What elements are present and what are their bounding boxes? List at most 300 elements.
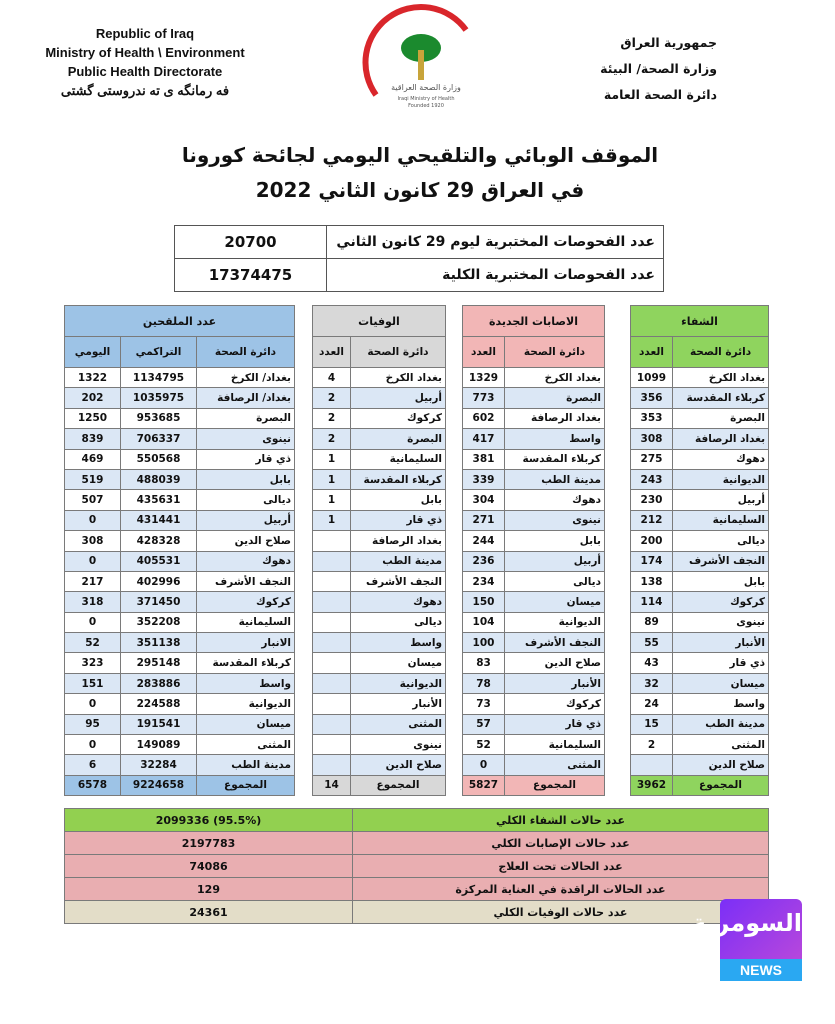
col-count: العدد xyxy=(313,337,351,368)
cell-daily: 507 xyxy=(65,490,121,510)
cell-dept: النجف الأشرف xyxy=(351,571,446,591)
cell-dept: الانبار xyxy=(197,633,295,653)
table-row xyxy=(313,449,446,469)
total-value: 3962 xyxy=(631,775,673,795)
tests-table xyxy=(174,225,664,292)
cell-dept: كربلاء المقدسة xyxy=(673,388,769,408)
cell-dept: مدينة الطب xyxy=(673,714,769,734)
cell-dept: صلاح الدين xyxy=(673,755,769,775)
cell-dept: الديوانية xyxy=(197,694,295,714)
cell-cumulative: 283886 xyxy=(121,673,197,693)
cell-cumulative: 428328 xyxy=(121,531,197,551)
deaths-title: الوفيات xyxy=(313,306,446,337)
table-row xyxy=(463,571,605,591)
summary-value: 2197783 xyxy=(65,832,353,855)
cell-dept: بغداد/ الرصافة xyxy=(197,388,295,408)
header-ar-line: دائرة الصحة العامة xyxy=(603,87,717,102)
table-row xyxy=(463,694,605,714)
table-row xyxy=(65,449,295,469)
cell-dept: الديوانية xyxy=(505,612,605,632)
cell-cumulative: 706337 xyxy=(121,429,197,449)
summary-row xyxy=(65,809,769,832)
cell-cumulative: 550568 xyxy=(121,449,197,469)
vaccinated-title: عدد الملقحين xyxy=(65,306,295,337)
table-row xyxy=(631,429,769,449)
table-row xyxy=(631,388,769,408)
table-row xyxy=(65,673,295,693)
table-row xyxy=(631,510,769,530)
table-row xyxy=(631,653,769,673)
table-row xyxy=(65,408,295,428)
table-row xyxy=(631,490,769,510)
cell-cumulative: 191541 xyxy=(121,714,197,734)
col-dept: دائرة الصحة xyxy=(351,337,446,368)
cell-dept: ذي قار xyxy=(197,449,295,469)
cell-count: 356 xyxy=(631,388,673,408)
recovery-title: الشفاء xyxy=(631,306,769,337)
table-row xyxy=(65,755,295,775)
cell-dept: المثنى xyxy=(673,735,769,755)
table-row xyxy=(65,633,295,653)
table-row xyxy=(65,612,295,632)
summary-label: عدد الحالات تحت العلاج xyxy=(353,855,769,878)
cell-dept: بابل xyxy=(197,469,295,489)
cell-count: 212 xyxy=(631,510,673,530)
cell-dept: كركوك xyxy=(197,592,295,612)
summary-table xyxy=(64,808,769,924)
cell-daily: 0 xyxy=(65,612,121,632)
cell-dept: الديوانية xyxy=(673,469,769,489)
cell-cumulative: 32284 xyxy=(121,755,197,775)
table-row xyxy=(463,490,605,510)
table-row xyxy=(463,368,605,388)
cell-dept: ديالى xyxy=(197,490,295,510)
cell-count: 234 xyxy=(463,571,505,591)
cell-dept: أربيل xyxy=(197,510,295,530)
daily-tests-label: عدد الفحوصات المختبرية ليوم 29 كانون الثاني xyxy=(327,226,664,259)
cell-daily: 95 xyxy=(65,714,121,734)
cell-dept: أربيل xyxy=(351,388,446,408)
summary-value: 2099336 (95.5%) xyxy=(65,809,353,832)
cell-cumulative: 352208 xyxy=(121,612,197,632)
cell-count: 15 xyxy=(631,714,673,734)
cell-dept: ميسان xyxy=(197,714,295,734)
table-row xyxy=(313,755,446,775)
cell-daily: 0 xyxy=(65,694,121,714)
header-ar-line: جمهورية العراق xyxy=(620,35,717,50)
cell-daily: 217 xyxy=(65,571,121,591)
cell-dept: بغداد الكرخ xyxy=(505,368,605,388)
cell-dept: بابل xyxy=(505,531,605,551)
cell-daily: 52 xyxy=(65,633,121,653)
cell-count: 174 xyxy=(631,551,673,571)
daily-tests-value: 20700 xyxy=(175,226,327,259)
cell-count: 73 xyxy=(463,694,505,714)
total-daily: 6578 xyxy=(65,775,121,795)
cell-daily: 1322 xyxy=(65,368,121,388)
vaccinated-table xyxy=(64,305,295,796)
table-row xyxy=(463,592,605,612)
table-row xyxy=(631,571,769,591)
cell-count: 244 xyxy=(463,531,505,551)
cell-count: 24 xyxy=(631,694,673,714)
cell-count: 773 xyxy=(463,388,505,408)
table-row xyxy=(313,612,446,632)
table-row xyxy=(313,714,446,734)
cell-count: 271 xyxy=(463,510,505,530)
table-row xyxy=(631,449,769,469)
summary-value: 74086 xyxy=(65,855,353,878)
cell-count xyxy=(313,714,351,734)
cell-count: 236 xyxy=(463,551,505,571)
table-row xyxy=(631,735,769,755)
total-label: المجموع xyxy=(505,775,605,795)
table-row xyxy=(65,368,295,388)
table-row xyxy=(65,571,295,591)
cell-dept: ديالى xyxy=(505,571,605,591)
cell-cumulative: 435631 xyxy=(121,490,197,510)
table-row xyxy=(65,429,295,449)
cell-dept: المثنى xyxy=(505,755,605,775)
cell-dept: صلاح الدين xyxy=(505,653,605,673)
table-row xyxy=(463,673,605,693)
table-row xyxy=(463,469,605,489)
cell-dept: ميسان xyxy=(673,673,769,693)
table-row xyxy=(463,714,605,734)
cell-count: 1 xyxy=(313,510,351,530)
cell-count: 1 xyxy=(313,449,351,469)
cell-dept: ذي قار xyxy=(673,653,769,673)
cell-dept: مدينة الطب xyxy=(505,469,605,489)
table-row xyxy=(313,490,446,510)
cell-count: 381 xyxy=(463,449,505,469)
table-row xyxy=(313,469,446,489)
table-row xyxy=(65,490,295,510)
cell-dept: بغداد الرصافة xyxy=(505,408,605,428)
cell-daily: 1250 xyxy=(65,408,121,428)
table-row xyxy=(65,510,295,530)
cell-dept: بغداد الرصافة xyxy=(673,429,769,449)
cell-dept: ميسان xyxy=(505,592,605,612)
table-row xyxy=(631,469,769,489)
page-subtitle: في العراق 29 كانون الثاني 2022 xyxy=(255,178,585,202)
cell-dept: واسط xyxy=(673,694,769,714)
table-row xyxy=(65,735,295,755)
cell-count xyxy=(313,571,351,591)
header-en-line: Ministry of Health \ Environment xyxy=(45,45,245,60)
total-row xyxy=(313,775,446,795)
cell-count: 89 xyxy=(631,612,673,632)
cell-count: 1 xyxy=(313,469,351,489)
cell-count: 339 xyxy=(463,469,505,489)
table-row xyxy=(313,510,446,530)
cell-daily: 839 xyxy=(65,429,121,449)
col-daily: اليومي xyxy=(65,337,121,368)
table-row xyxy=(631,408,769,428)
table-row xyxy=(463,408,605,428)
table-row xyxy=(65,388,295,408)
cell-dept: بابل xyxy=(351,490,446,510)
cell-daily: 519 xyxy=(65,469,121,489)
cell-dept: ذي قار xyxy=(351,510,446,530)
cell-count: 602 xyxy=(463,408,505,428)
cell-dept: نينوى xyxy=(505,510,605,530)
cell-dept: كربلاء المقدسة xyxy=(197,653,295,673)
total-value: 5827 xyxy=(463,775,505,795)
deaths-table xyxy=(312,305,446,796)
cell-dept: صلاح الدين xyxy=(351,755,446,775)
table-row xyxy=(631,531,769,551)
cell-count xyxy=(313,673,351,693)
table-row xyxy=(313,531,446,551)
cell-daily: 323 xyxy=(65,653,121,673)
cell-count xyxy=(313,592,351,612)
cell-count: 417 xyxy=(463,429,505,449)
cell-count: 83 xyxy=(463,653,505,673)
cell-cumulative: 295148 xyxy=(121,653,197,673)
table-row xyxy=(631,694,769,714)
cell-count: 78 xyxy=(463,673,505,693)
total-label: المجموع xyxy=(673,775,769,795)
cell-count: 200 xyxy=(631,531,673,551)
table-row xyxy=(313,571,446,591)
cell-daily: 202 xyxy=(65,388,121,408)
total-value: 14 xyxy=(313,775,351,795)
cell-count: 2 xyxy=(631,735,673,755)
cell-count: 230 xyxy=(631,490,673,510)
table-row xyxy=(463,633,605,653)
table-row xyxy=(313,592,446,612)
total-row xyxy=(463,775,605,795)
cell-count: 308 xyxy=(631,429,673,449)
header-arabic xyxy=(600,30,717,108)
table-row xyxy=(313,694,446,714)
header-english xyxy=(30,24,260,100)
cell-dept: واسط xyxy=(197,673,295,693)
new-cases-table xyxy=(462,305,605,796)
table-row xyxy=(65,653,295,673)
cell-cumulative: 488039 xyxy=(121,469,197,489)
cell-count: 100 xyxy=(463,633,505,653)
logo-founded: Founded 1920 xyxy=(408,103,444,109)
cell-dept: كربلاء المقدسة xyxy=(351,469,446,489)
badge-news: NEWS xyxy=(720,959,802,981)
cell-daily: 0 xyxy=(65,551,121,571)
table-row xyxy=(313,633,446,653)
cell-dept: أربيل xyxy=(673,490,769,510)
cell-dept: ميسان xyxy=(351,653,446,673)
total-cumulative: 9224658 xyxy=(121,775,197,795)
cell-count xyxy=(313,531,351,551)
tests-total-row xyxy=(175,259,664,292)
table-row xyxy=(631,714,769,734)
table-row xyxy=(313,653,446,673)
summary-label: عدد حالات الشفاء الكلي xyxy=(353,809,769,832)
cell-dept: النجف الأشرف xyxy=(197,571,295,591)
table-row xyxy=(463,551,605,571)
cell-dept: صلاح الدين xyxy=(197,531,295,551)
table-row xyxy=(65,469,295,489)
news-badge xyxy=(691,899,802,981)
cell-dept: كركوك xyxy=(673,592,769,612)
cell-dept: ذي قار xyxy=(505,714,605,734)
cell-count xyxy=(313,551,351,571)
cell-dept: البصرة xyxy=(505,388,605,408)
cell-dept: ديالى xyxy=(351,612,446,632)
table-row xyxy=(631,592,769,612)
table-row xyxy=(631,612,769,632)
cell-count xyxy=(313,612,351,632)
cell-count: 32 xyxy=(631,673,673,693)
table-row xyxy=(313,551,446,571)
badge-logo: السومرية xyxy=(691,909,802,937)
cell-cumulative: 371450 xyxy=(121,592,197,612)
cell-count xyxy=(313,755,351,775)
cell-count: 353 xyxy=(631,408,673,428)
cell-dept: دهوك xyxy=(351,592,446,612)
table-row xyxy=(313,368,446,388)
table-row xyxy=(65,551,295,571)
table-row xyxy=(65,531,295,551)
summary-row xyxy=(65,832,769,855)
cell-count xyxy=(313,694,351,714)
cell-cumulative: 405531 xyxy=(121,551,197,571)
cell-dept: دهوك xyxy=(197,551,295,571)
cell-daily: 308 xyxy=(65,531,121,551)
table-row xyxy=(631,755,769,775)
cell-dept: البصرة xyxy=(673,408,769,428)
cell-dept: البصرة xyxy=(351,429,446,449)
cell-cumulative: 431441 xyxy=(121,510,197,530)
table-row xyxy=(463,531,605,551)
summary-value: 129 xyxy=(65,878,353,901)
cell-dept: السليمانية xyxy=(197,612,295,632)
cell-count: 43 xyxy=(631,653,673,673)
table-row xyxy=(65,714,295,734)
col-count: العدد xyxy=(631,337,673,368)
table-row xyxy=(65,694,295,714)
cell-count: 275 xyxy=(631,449,673,469)
cell-dept: بغداد/ الكرخ xyxy=(197,368,295,388)
cell-count: 0 xyxy=(463,755,505,775)
cell-count: 150 xyxy=(463,592,505,612)
cell-dept: البصرة xyxy=(197,408,295,428)
table-row xyxy=(631,551,769,571)
cell-dept: أربيل xyxy=(505,551,605,571)
cell-dept: السليمانية xyxy=(673,510,769,530)
cell-daily: 469 xyxy=(65,449,121,469)
table-row xyxy=(463,429,605,449)
cell-dept: الأنبار xyxy=(673,633,769,653)
summary-row xyxy=(65,901,769,924)
table-row xyxy=(313,735,446,755)
cell-cumulative: 402996 xyxy=(121,571,197,591)
cell-count: 2 xyxy=(313,429,351,449)
cell-count: 1329 xyxy=(463,368,505,388)
table-row xyxy=(463,612,605,632)
cell-cumulative: 953685 xyxy=(121,408,197,428)
cell-count: 2 xyxy=(313,388,351,408)
col-dept: دائرة الصحة xyxy=(673,337,769,368)
recovery-table xyxy=(630,305,769,796)
cell-daily: 0 xyxy=(65,735,121,755)
cell-count: 114 xyxy=(631,592,673,612)
cell-dept: بابل xyxy=(673,571,769,591)
cell-count: 55 xyxy=(631,633,673,653)
cell-dept: النجف الأشرف xyxy=(505,633,605,653)
table-row xyxy=(631,673,769,693)
cell-dept: نينوى xyxy=(673,612,769,632)
cell-dept: السليمانية xyxy=(505,735,605,755)
cell-count: 52 xyxy=(463,735,505,755)
total-tests-label: عدد الفحوصات المختبرية الكلية xyxy=(327,259,664,292)
cell-count: 1 xyxy=(313,490,351,510)
table-row xyxy=(313,388,446,408)
cell-count: 138 xyxy=(631,571,673,591)
col-dept: دائرة الصحة xyxy=(505,337,605,368)
cell-count: 243 xyxy=(631,469,673,489)
table-row xyxy=(463,510,605,530)
cell-daily: 0 xyxy=(65,510,121,530)
summary-row xyxy=(65,878,769,901)
summary-label: عدد الحالات الراقدة في العناية المركزة xyxy=(353,878,769,901)
cell-dept: بغداد الرصافة xyxy=(351,531,446,551)
cell-count: 104 xyxy=(463,612,505,632)
cell-cumulative: 351138 xyxy=(121,633,197,653)
cell-count: 304 xyxy=(463,490,505,510)
cell-count: 1099 xyxy=(631,368,673,388)
cell-dept: بغداد الكرخ xyxy=(351,368,446,388)
cell-count xyxy=(313,735,351,755)
cell-dept: دهوك xyxy=(673,449,769,469)
col-count: العدد xyxy=(463,337,505,368)
cell-dept: كربلاء المقدسة xyxy=(505,449,605,469)
cell-dept: واسط xyxy=(505,429,605,449)
cell-dept: المثنى xyxy=(351,714,446,734)
cell-dept: الأنبار xyxy=(505,673,605,693)
logo-sub: Iraqi Ministry of Health xyxy=(397,96,455,102)
summary-label: عدد حالات الوفيات الكلي xyxy=(353,901,769,924)
cell-dept: نينوى xyxy=(351,735,446,755)
cell-cumulative: 1035975 xyxy=(121,388,197,408)
cell-cumulative: 224588 xyxy=(121,694,197,714)
cell-cumulative: 149089 xyxy=(121,735,197,755)
table-row xyxy=(65,592,295,612)
cell-daily: 6 xyxy=(65,755,121,775)
table-row xyxy=(313,429,446,449)
cell-count xyxy=(631,755,673,775)
header-en-line: فه رمانگه ی ته ندروستی گشتی xyxy=(60,83,230,98)
header-ar-line: وزارة الصحة/ البيئة xyxy=(600,61,717,76)
cell-cumulative: 1134795 xyxy=(121,368,197,388)
cell-dept: الأنبار xyxy=(351,694,446,714)
cell-dept: مدينة الطب xyxy=(351,551,446,571)
cell-count xyxy=(313,653,351,673)
ministry-logo xyxy=(356,10,486,130)
header-en-line: Public Health Directorate xyxy=(67,64,223,79)
table-row xyxy=(463,449,605,469)
cell-dept: كركوك xyxy=(351,408,446,428)
page-title: الموقف الوبائي والتلقيحي اليومي لجائحة كورونا xyxy=(181,143,659,167)
cell-dept: السليمانية xyxy=(351,449,446,469)
cell-dept: النجف الأشرف xyxy=(673,551,769,571)
cell-daily: 318 xyxy=(65,592,121,612)
cell-dept: نينوى xyxy=(197,429,295,449)
cell-dept: ديالى xyxy=(673,531,769,551)
table-row xyxy=(463,755,605,775)
table-row xyxy=(463,388,605,408)
cell-dept: مدينة الطب xyxy=(197,755,295,775)
